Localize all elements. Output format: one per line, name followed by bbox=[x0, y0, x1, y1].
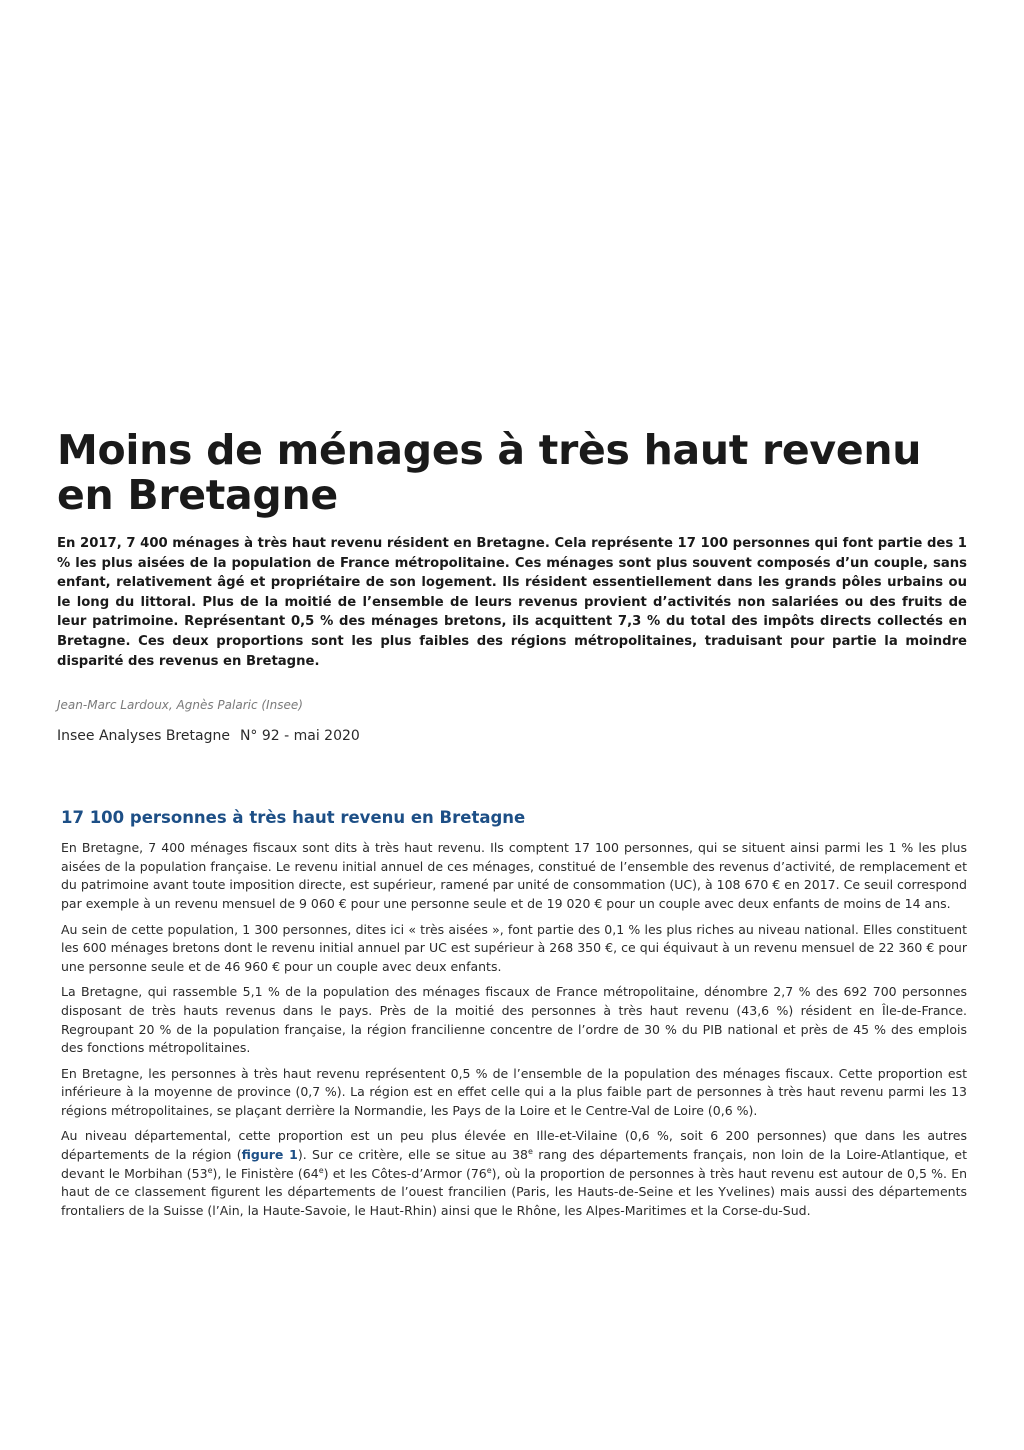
paragraph-3: La Bretagne, qui rassemble 5,1 % de la population des ménages fiscaux de France métropolitaine, dénombre 2,7 % des 692 700 personnes disposant de très hauts revenus dans le pays. Près de la moitié des personnes à très haut revenu (43,6 %) résident en Île-de-France. Regroupant 20 % de la population française, la région francilienne concentre de l’ordre de 30 % du PIB national et près de 45 % des emplois des fonctions métropolitaines. bbox=[61, 984, 967, 1056]
paragraph-5-text: ), le Finistère (64 bbox=[212, 1165, 319, 1181]
ordinal-suffix: e bbox=[486, 1165, 492, 1175]
article-summary: En 2017, 7 400 ménages à très haut revenu résident en Bretagne. Cela représente 17 100 personnes qui font partie des 1 % les plus aisées de la population de France métropolitaine. Ces ménages sont plus souvent composés d’un couple, sans enfant, relativement âgé et propriétaire de son logement. Ils résident essentiellement dans les grands pôles urbains ou le long du littoral. Plus de la moitié de l’ensemble de leurs revenus provient d’activités non salariées ou des fruits de leur patrimoine. Représentant 0,5 % des ménages bretons, ils acquittent 7,3 % du total des impôts directs collectés en Bretagne. Ces deux proportions sont les plus faibles des régions métropolitaines, traduisant pour partie la moindre disparité des revenus en Bretagne. bbox=[57, 536, 967, 669]
publication-number: N° 92 - mai 2020 bbox=[239, 728, 360, 745]
page-title: Moins de ménages à très haut revenu en Bretagne bbox=[57, 426, 922, 519]
article-authors: Jean-Marc Lardoux, Agnès Palaric (Insee) bbox=[57, 698, 303, 713]
paragraph-1: En Bretagne, 7 400 ménages fiscaux sont dits à très haut revenu. Ils comptent 17 100 personnes, qui se situent ainsi parmi les 1 % les plus aisées de la population française. Le revenu initial annuel de ces ménages, constitué de l’ensemble des revenus d’activité, de remplacement et du patrimoine avant toute imposition directe, est supérieur, ramené par unité de consommation (UC), à 108 670 € en 2017. Ce seuil correspond par exemple à un revenu mensuel de 9 060 € pour une personne seule et de 19 020 € pour un couple avec deux enfants de moins de 14 ans. bbox=[61, 840, 967, 911]
article bbox=[57, 428, 967, 1227]
paragraph-5-text: ) et les Côtes-d’Armor (76 bbox=[323, 1165, 487, 1181]
publication-info bbox=[57, 727, 967, 745]
paragraph-2: Au sein de cette population, 1 300 personnes, dites ici « très aisées », font partie des 0,1 % les plus riches au niveau national. Elles constituent les 600 ménages bretons dont le revenu initial annuel par UC est supérieur à 268 350 €, ce qui équivaut à un revenu mensuel de 22 360 € pour une personne seule et de 46 960 € pour un couple avec deux enfants. bbox=[61, 921, 967, 974]
paragraph-5-text: Au niveau départemental, cette proportion est un peu plus élevée en Ille-et-Vilaine (0,6 %, soit 6 200 personnes) que dans les autres départements de la région ( bbox=[61, 1128, 967, 1163]
ordinal-suffix: e bbox=[528, 1146, 533, 1156]
section-body bbox=[61, 839, 967, 1220]
ordinal-suffix: e bbox=[318, 1165, 324, 1175]
section-title: 17 100 personnes à très haut revenu en Bretagne bbox=[61, 808, 526, 828]
paragraph-5-text: ). Sur ce critère, elle se situe au 38 bbox=[297, 1147, 529, 1163]
ordinal-suffix: e bbox=[207, 1165, 213, 1175]
paragraph-5 bbox=[61, 1127, 967, 1220]
figure-1-link[interactable]: figure 1 bbox=[241, 1147, 298, 1163]
paragraph-5-text: ), où la proportion de personnes à très haut revenu est autour de 0,5 %. En haut de ce classement figurent les départements de l’ouest francilien (Paris, les Hauts-de-Seine et les Yvelines) mais aussi des départements frontaliers de la Suisse (l’Ain, la Haute-Savoie, le Haut-Rhin) ainsi que le Rhône, les Alpes-Maritimes et la Corse-du-Sud. bbox=[61, 1165, 968, 1218]
publication-name: Insee Analyses Bretagne bbox=[57, 728, 230, 745]
paragraph-5-text: rang des départements français, non loin de la Loire-Atlantique, et devant le Morbihan (53 bbox=[61, 1147, 968, 1181]
paragraph-4: En Bretagne, les personnes à très haut revenu représentent 0,5 % de l’ensemble de la population des ménages fiscaux. Cette proportion est inférieure à la moyenne de province (0,7 %). La région est en effet celle qui a la plus faible part de personnes à très haut revenu parmi les 13 régions métropolitaines, se plaçant derrière la Normandie, les Pays de la Loire et le Centre-Val de Loire (0,6 %). bbox=[61, 1065, 967, 1118]
